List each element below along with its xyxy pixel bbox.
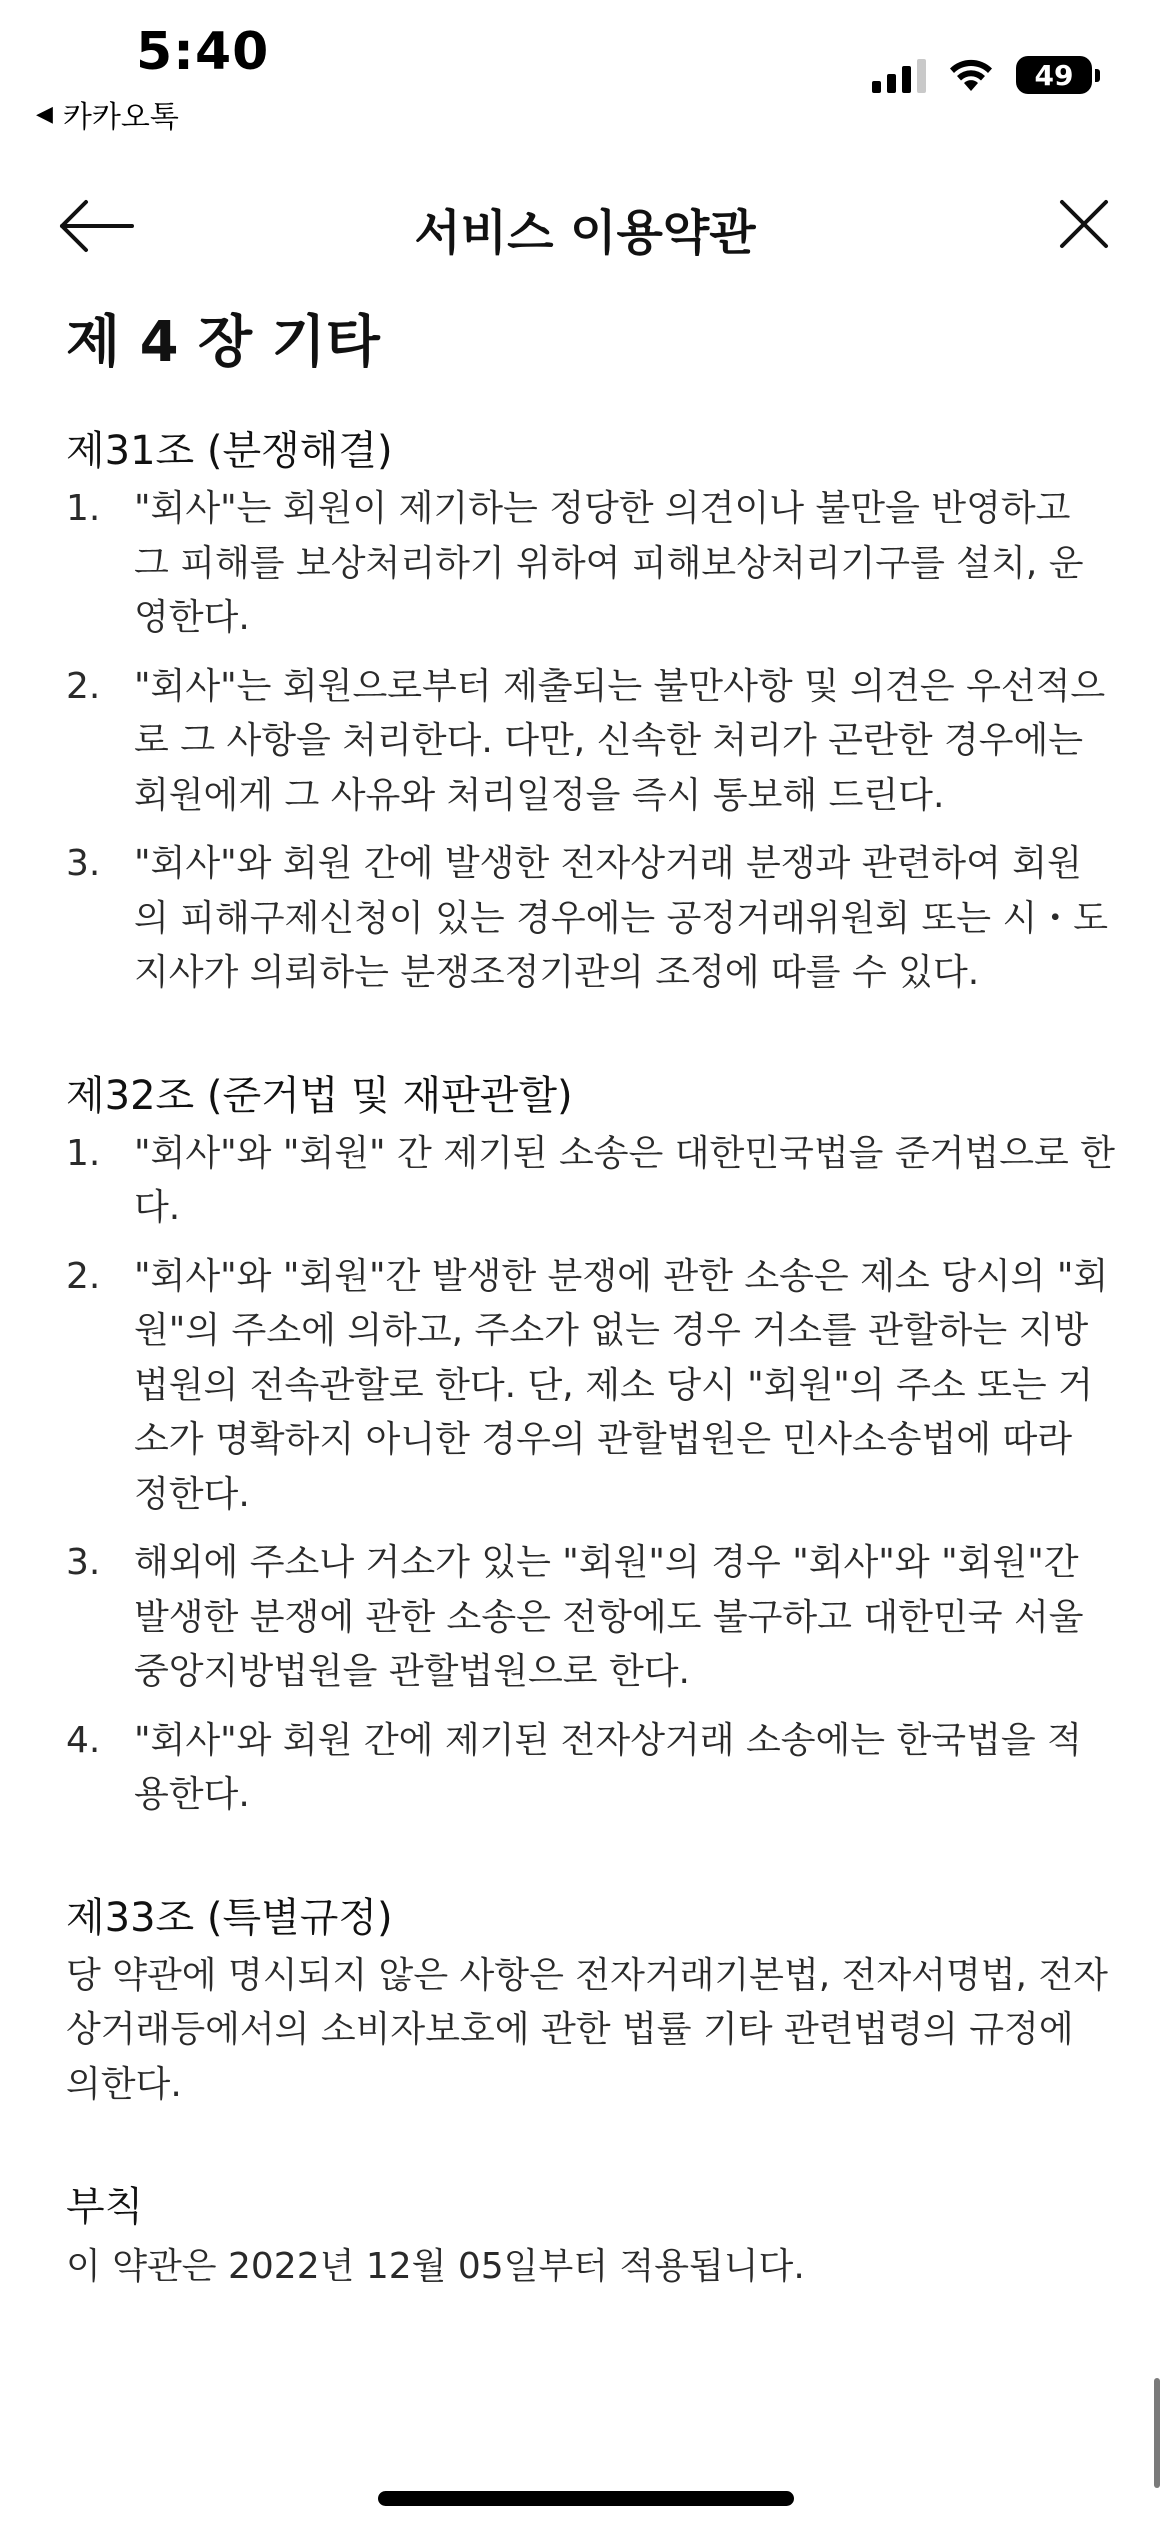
addendum-title: 부칙 [66,2184,144,2230]
item-number: 1. [66,488,101,529]
item-number: 3. [66,1542,101,1583]
article-31 [66,420,1116,1001]
page-title: 서비스 이용약관 [414,205,756,261]
list-item [66,482,1116,646]
back-app-label: 카카오톡 [62,100,179,135]
addendum [66,2176,1116,2295]
item-text: "회사"는 회원이 제기하는 정당한 의견이나 불만을 반영하고 그 피해를 보상처리하기 위하여 피해보상처리기구를 설치, 운영한다. [134,488,1084,638]
item-number: 2. [66,1255,101,1297]
chapter-title: 제 4 장 기타 [66,310,380,375]
article-title: 제33조 (특별규정) [66,1894,393,1941]
article-items [66,1127,1116,1823]
status-bar [0,0,1170,140]
close-icon [1056,196,1112,252]
item-number: 4. [66,1719,101,1761]
battery-level: 49 [1016,56,1092,94]
item-number: 2. [66,665,101,707]
list-item [66,1714,1116,1823]
close-button[interactable] [1056,196,1112,252]
article-paragraph: 당 약관에 명시되지 않은 사항은 전자거래기본법, 전자서명법, 전자상거래등에서의 소비자보호에 관한 법률 기타 관련법령의 규정에 의한다. [66,1954,1108,2105]
article-title: 제31조 (분쟁해결) [66,428,393,474]
status-time: 5:40 [136,22,270,82]
item-text: 해외에 주소나 거소가 있는 "회원"의 경우 "회사"와 "회원"간 발생한 분쟁에 관한 소송은 전항에도 불구하고 대한민국 서울중앙지방법원을 관할법원으로 한다. [134,1542,1084,1692]
addendum-text: 이 약관은 2022년 12월 05일부터 적용됩니다. [66,2246,805,2287]
item-text: "회사"와 "회원"간 발생한 분쟁에 관한 소송은 제소 당시의 "회원"의 주소에 의하고, 주소가 없는 경우 거소를 관할하는 지방법원의 전속관할로 한다. 단, 제소 당시 "회원"의 주소 또는 거소가 명확하지 아니한 경우의 관할법원은 민사소송법에 따라 정한다. [134,1255,1109,1515]
list-item [66,1127,1116,1236]
list-item [66,837,1116,1001]
item-number: 1. [66,1132,101,1174]
scrollbar[interactable] [1154,2378,1160,2488]
item-text: "회사"와 회원 간에 제기된 전자상거래 소송에는 한국법을 적용한다. [134,1719,1082,1815]
cellular-signal-icon [872,57,926,93]
item-text: "회사"와 "회원" 간 제기된 소송은 대한민국법을 준거법으로 한다. [134,1132,1115,1228]
terms-content [66,290,1116,2295]
list-item [66,660,1116,824]
battery-icon [1016,56,1100,94]
back-to-app-link[interactable] [36,92,179,136]
home-indicator[interactable] [378,2491,794,2506]
nav-bar [0,160,1170,290]
item-text: "회사"와 회원 간에 발생한 전자상거래 분쟁과 관련하여 회원의 피해구제신청이 있는 경우에는 공정거래위원회 또는 시・도지사가 의뢰하는 분쟁조정기관의 조정에 따를 수 있다. [134,843,1109,993]
article-32 [66,1065,1116,1823]
status-indicators [872,56,1100,94]
back-triangle-icon: ◀ [36,101,53,127]
wifi-icon [948,57,994,93]
item-number: 3. [66,843,101,884]
list-item [66,1250,1116,1523]
article-33 [66,1887,1116,2113]
article-items [66,482,1116,1001]
item-text: "회사"는 회원으로부터 제출되는 불만사항 및 의견은 우선적으로 그 사항을 처리한다. 다만, 신속한 처리가 곤란한 경우에는 회원에게 그 사유와 처리일정을 즉시 통보해 드린다. [134,665,1106,816]
list-item [66,1536,1116,1700]
article-title: 제32조 (준거법 및 재판관할) [66,1072,573,1119]
